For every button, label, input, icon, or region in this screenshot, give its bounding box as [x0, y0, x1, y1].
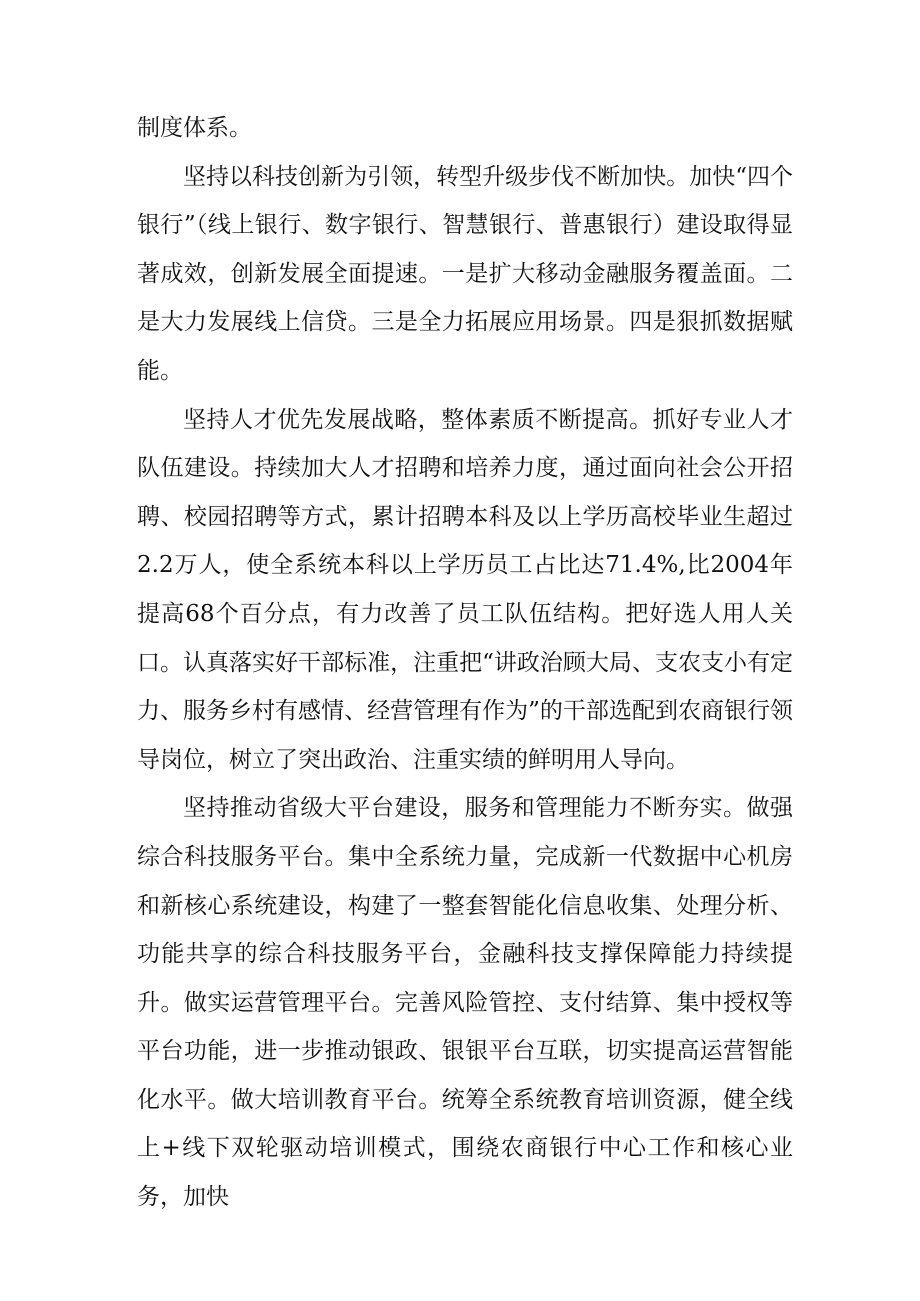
document-body	[137, 104, 793, 1222]
paragraph-tech-innovation: 坚持以科技创新为引领，转型升级步伐不断加快。加快“四个银行”（线上银行、数字银行、智慧银行、普惠银行）建设取得显著成效，创新发展全面提速。一是扩大移动金融服务覆盖面。二是大力发展线上信贷。三是全力拓展应用场景。四是狠抓数据赋能。	[137, 163, 793, 384]
paragraph-continuation: 制度体系。	[137, 115, 252, 141]
paragraph-talent-strategy: 坚持人才优先发展战略，整体素质不断提高。抓好专业人才队伍建设。持续加大人才招聘和培养力度，通过面向社会公开招聘、校园招聘等方式，累计招聘本科及以上学历高校毕业生超过2.2万人，使全系统本科以上学历员工占比达71.4%,比2004年提高68个百分点，有力改善了员工队伍结构。把好选人用人关口。认真落实好干部标准，注重把“讲政治顾大局、支农支小有定力、服务乡村有感情、经营管理有作为”的干部选配到农商银行领导岗位，树立了突出政治、注重实绩的鲜明用人导向。	[137, 406, 793, 773]
paragraph-platform-building: 坚持推动省级大平台建设，服务和管理能力不断夯实。做强综合科技服务平台。集中全系统力量，完成新一代数据中心机房和新核心系统建设，构建了一整套智能化信息收集、处理分析、功能共享的综合科技服务平台，金融科技支撑保障能力持续提升。做实运营管理平台。完善风险管控、支付结算、集中授权等平台功能，进一步推动银政、银银平台互联，切实提高运营智能化水平。做大培训教育平台。统筹全系统教育培训资源，健全线上+线下双轮驱动培训模式，围绕农商银行中心工作和核心业务，加快	[137, 795, 793, 1211]
